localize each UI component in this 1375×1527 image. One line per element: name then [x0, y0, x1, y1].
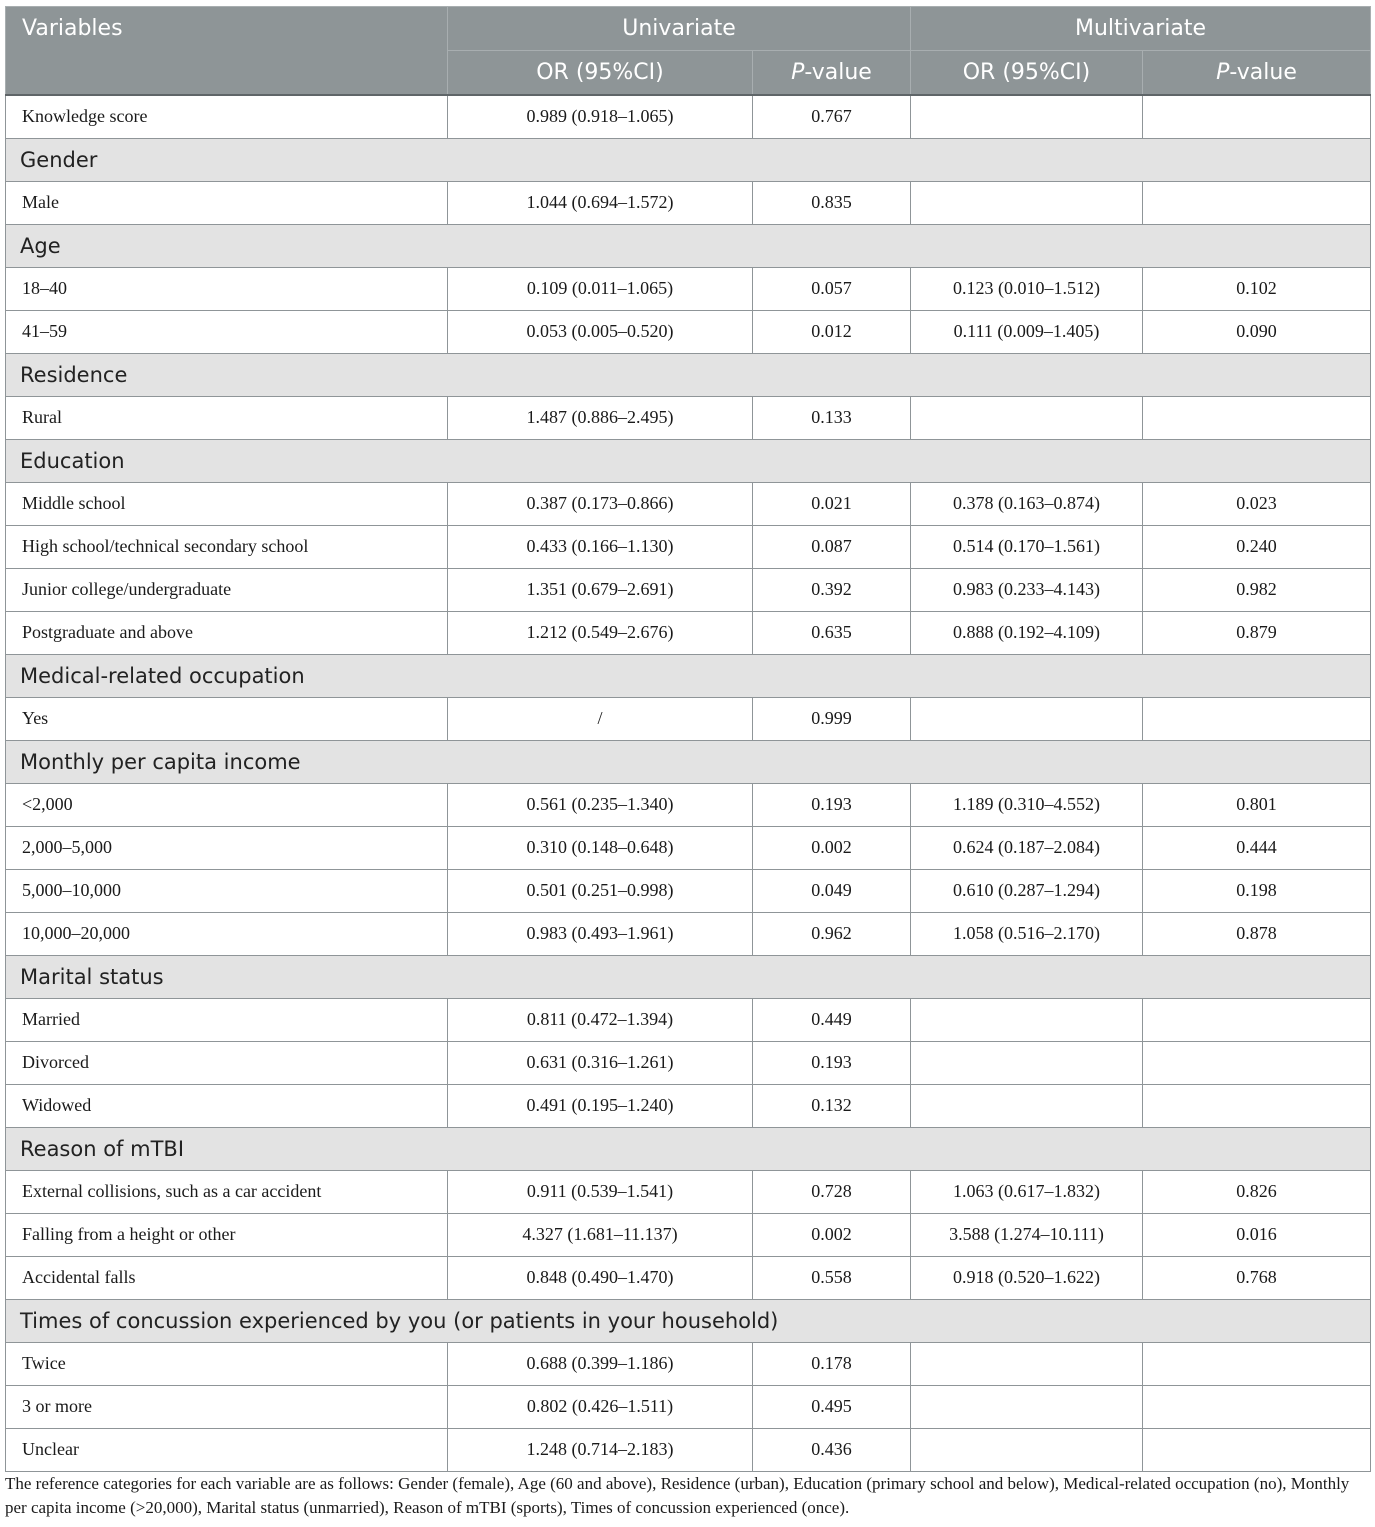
table-row — [6, 181, 1371, 224]
p-suffix: -value — [1229, 60, 1297, 85]
univariate-or-cell: 1.212 (0.549–2.676) — [448, 611, 753, 654]
table-row — [6, 783, 1371, 826]
multivariate-or-cell: 0.378 (0.163–0.874) — [911, 482, 1143, 525]
multivariate-p-cell: 0.878 — [1143, 912, 1371, 955]
row-label: Yes — [6, 697, 448, 740]
group-row — [6, 224, 1371, 267]
group-label: Times of concussion experienced by you (or patients in your household) — [6, 1299, 1371, 1342]
multivariate-or-cell: 0.624 (0.187–2.084) — [911, 826, 1143, 869]
multivariate-or-cell: 0.111 (0.009–1.405) — [911, 310, 1143, 353]
univariate-p-cell: 0.178 — [753, 1342, 911, 1385]
table-row — [6, 912, 1371, 955]
multivariate-or-cell — [911, 1084, 1143, 1127]
multivariate-p-cell: 0.768 — [1143, 1256, 1371, 1299]
univariate-p-cell: 0.495 — [753, 1385, 911, 1428]
univariate-or-cell: 0.911 (0.539–1.541) — [448, 1170, 753, 1213]
univariate-p-cell: 0.002 — [753, 826, 911, 869]
row-label: Unclear — [6, 1428, 448, 1471]
multivariate-or-cell — [911, 396, 1143, 439]
table-row — [6, 482, 1371, 525]
multivariate-or-cell — [911, 95, 1143, 138]
univariate-p-cell: 0.728 — [753, 1170, 911, 1213]
univariate-or-cell: 0.688 (0.399–1.186) — [448, 1342, 753, 1385]
row-label: Twice — [6, 1342, 448, 1385]
row-label: Widowed — [6, 1084, 448, 1127]
univariate-p-cell: 0.392 — [753, 568, 911, 611]
header-multivariate-p — [1143, 51, 1371, 96]
row-label: Falling from a height or other — [6, 1213, 448, 1256]
row-label: <2,000 — [6, 783, 448, 826]
group-row — [6, 1299, 1371, 1342]
header-multivariate: Multivariate — [911, 7, 1371, 51]
group-row — [6, 353, 1371, 396]
univariate-p-cell: 0.193 — [753, 1041, 911, 1084]
header-univariate-p — [753, 51, 911, 96]
multivariate-p-cell: 0.801 — [1143, 783, 1371, 826]
group-row — [6, 740, 1371, 783]
group-label: Residence — [6, 353, 1371, 396]
univariate-or-cell: 0.631 (0.316–1.261) — [448, 1041, 753, 1084]
univariate-or-cell: 0.053 (0.005–0.520) — [448, 310, 753, 353]
table-body — [6, 95, 1371, 1471]
univariate-or-cell: 0.989 (0.918–1.065) — [448, 95, 753, 138]
univariate-or-cell: 1.044 (0.694–1.572) — [448, 181, 753, 224]
row-label: Rural — [6, 396, 448, 439]
univariate-p-cell: 0.193 — [753, 783, 911, 826]
group-row — [6, 955, 1371, 998]
multivariate-p-cell: 0.240 — [1143, 525, 1371, 568]
row-label: Married — [6, 998, 448, 1041]
multivariate-p-cell — [1143, 181, 1371, 224]
univariate-or-cell: 0.811 (0.472–1.394) — [448, 998, 753, 1041]
table-row — [6, 267, 1371, 310]
univariate-p-cell: 0.049 — [753, 869, 911, 912]
multivariate-p-cell — [1143, 95, 1371, 138]
multivariate-p-cell: 0.198 — [1143, 869, 1371, 912]
univariate-or-cell: / — [448, 697, 753, 740]
univariate-or-cell: 0.561 (0.235–1.340) — [448, 783, 753, 826]
multivariate-p-cell — [1143, 1342, 1371, 1385]
group-row — [6, 439, 1371, 482]
table-footnote: The reference categories for each variable are as follows: Gender (female), Age (60 and above), Residence (urban), Education (primary school and below), Medical-related occupation (no), Monthly per capita income (>20,000), Marital status (unmarried), Reason of mTBI (sports), Times of concussion experienced (once). — [5, 1474, 1350, 1517]
table-row — [6, 396, 1371, 439]
table-row — [6, 611, 1371, 654]
multivariate-or-cell: 0.123 (0.010–1.512) — [911, 267, 1143, 310]
group-row — [6, 138, 1371, 181]
multivariate-p-cell — [1143, 998, 1371, 1041]
multivariate-or-cell — [911, 1041, 1143, 1084]
multivariate-p-cell: 0.090 — [1143, 310, 1371, 353]
multivariate-p-cell — [1143, 697, 1371, 740]
univariate-p-cell: 0.835 — [753, 181, 911, 224]
multivariate-or-cell: 0.610 (0.287–1.294) — [911, 869, 1143, 912]
univariate-or-cell: 1.351 (0.679–2.691) — [448, 568, 753, 611]
regression-table — [5, 6, 1371, 1472]
table-row — [6, 998, 1371, 1041]
univariate-p-cell: 0.767 — [753, 95, 911, 138]
row-label: Knowledge score — [6, 95, 448, 138]
multivariate-or-cell — [911, 1342, 1143, 1385]
group-label: Reason of mTBI — [6, 1127, 1371, 1170]
multivariate-or-cell: 0.983 (0.233–4.143) — [911, 568, 1143, 611]
multivariate-p-cell — [1143, 1041, 1371, 1084]
multivariate-or-cell — [911, 1428, 1143, 1471]
table-row — [6, 1213, 1371, 1256]
multivariate-or-cell: 0.514 (0.170–1.561) — [911, 525, 1143, 568]
univariate-p-cell: 0.962 — [753, 912, 911, 955]
group-label: Medical-related occupation — [6, 654, 1371, 697]
univariate-or-cell: 0.109 (0.011–1.065) — [448, 267, 753, 310]
row-label: High school/technical secondary school — [6, 525, 448, 568]
univariate-p-cell: 0.021 — [753, 482, 911, 525]
univariate-or-cell: 0.433 (0.166–1.130) — [448, 525, 753, 568]
table-row — [6, 869, 1371, 912]
table-row — [6, 1084, 1371, 1127]
multivariate-p-cell: 0.879 — [1143, 611, 1371, 654]
p-letter: P — [1216, 60, 1230, 85]
multivariate-or-cell: 3.588 (1.274–10.111) — [911, 1213, 1143, 1256]
row-label: 41–59 — [6, 310, 448, 353]
multivariate-p-cell: 0.102 — [1143, 267, 1371, 310]
header-multivariate-or: OR (95%CI) — [911, 51, 1143, 96]
univariate-or-cell: 0.802 (0.426–1.511) — [448, 1385, 753, 1428]
univariate-p-cell: 0.057 — [753, 267, 911, 310]
table-row — [6, 1342, 1371, 1385]
group-label: Education — [6, 439, 1371, 482]
univariate-p-cell: 0.999 — [753, 697, 911, 740]
table-row — [6, 1428, 1371, 1471]
univariate-p-cell: 0.087 — [753, 525, 911, 568]
row-label: Middle school — [6, 482, 448, 525]
multivariate-or-cell — [911, 1385, 1143, 1428]
row-label: 3 or more — [6, 1385, 448, 1428]
group-label: Marital status — [6, 955, 1371, 998]
header-univariate-or: OR (95%CI) — [448, 51, 753, 96]
univariate-or-cell: 0.983 (0.493–1.961) — [448, 912, 753, 955]
univariate-p-cell: 0.436 — [753, 1428, 911, 1471]
multivariate-p-cell: 0.982 — [1143, 568, 1371, 611]
multivariate-p-cell: 0.826 — [1143, 1170, 1371, 1213]
row-label: Junior college/undergraduate — [6, 568, 448, 611]
multivariate-p-cell: 0.023 — [1143, 482, 1371, 525]
row-label: External collisions, such as a car accident — [6, 1170, 448, 1213]
table-row — [6, 525, 1371, 568]
row-label: 18–40 — [6, 267, 448, 310]
table-row — [6, 310, 1371, 353]
table-row — [6, 1170, 1371, 1213]
table-row — [6, 1041, 1371, 1084]
row-label: 10,000–20,000 — [6, 912, 448, 955]
p-letter: P — [791, 60, 805, 85]
multivariate-p-cell — [1143, 396, 1371, 439]
univariate-p-cell: 0.558 — [753, 1256, 911, 1299]
header-univariate: Univariate — [448, 7, 911, 51]
multivariate-or-cell: 1.063 (0.617–1.832) — [911, 1170, 1143, 1213]
p-suffix: -value — [804, 60, 872, 85]
multivariate-p-cell — [1143, 1428, 1371, 1471]
header-variables: Variables — [6, 7, 448, 96]
multivariate-or-cell: 0.888 (0.192–4.109) — [911, 611, 1143, 654]
multivariate-p-cell: 0.444 — [1143, 826, 1371, 869]
multivariate-or-cell — [911, 697, 1143, 740]
univariate-or-cell: 1.487 (0.886–2.495) — [448, 396, 753, 439]
multivariate-p-cell — [1143, 1084, 1371, 1127]
univariate-p-cell: 0.012 — [753, 310, 911, 353]
row-label: Divorced — [6, 1041, 448, 1084]
univariate-p-cell: 0.449 — [753, 998, 911, 1041]
univariate-or-cell: 0.848 (0.490–1.470) — [448, 1256, 753, 1299]
row-label: Male — [6, 181, 448, 224]
table-row — [6, 1256, 1371, 1299]
table-header — [6, 7, 1371, 96]
univariate-or-cell: 1.248 (0.714–2.183) — [448, 1428, 753, 1471]
univariate-or-cell: 0.310 (0.148–0.648) — [448, 826, 753, 869]
group-row — [6, 654, 1371, 697]
group-label: Gender — [6, 138, 1371, 181]
multivariate-or-cell: 0.918 (0.520–1.622) — [911, 1256, 1143, 1299]
table-row — [6, 568, 1371, 611]
group-label: Monthly per capita income — [6, 740, 1371, 783]
univariate-or-cell: 0.387 (0.173–0.866) — [448, 482, 753, 525]
group-label: Age — [6, 224, 1371, 267]
univariate-p-cell: 0.002 — [753, 1213, 911, 1256]
multivariate-p-cell — [1143, 1385, 1371, 1428]
univariate-or-cell: 0.501 (0.251–0.998) — [448, 869, 753, 912]
row-label: Postgraduate and above — [6, 611, 448, 654]
multivariate-or-cell — [911, 998, 1143, 1041]
multivariate-or-cell — [911, 181, 1143, 224]
table-row — [6, 95, 1371, 138]
univariate-p-cell: 0.635 — [753, 611, 911, 654]
univariate-p-cell: 0.133 — [753, 396, 911, 439]
table-row — [6, 1385, 1371, 1428]
table-row — [6, 697, 1371, 740]
table-row — [6, 826, 1371, 869]
group-row — [6, 1127, 1371, 1170]
row-label: Accidental falls — [6, 1256, 448, 1299]
multivariate-or-cell: 1.058 (0.516–2.170) — [911, 912, 1143, 955]
univariate-p-cell: 0.132 — [753, 1084, 911, 1127]
multivariate-p-cell: 0.016 — [1143, 1213, 1371, 1256]
row-label: 5,000–10,000 — [6, 869, 448, 912]
univariate-or-cell: 4.327 (1.681–11.137) — [448, 1213, 753, 1256]
multivariate-or-cell: 1.189 (0.310–4.552) — [911, 783, 1143, 826]
row-label: 2,000–5,000 — [6, 826, 448, 869]
univariate-or-cell: 0.491 (0.195–1.240) — [448, 1084, 753, 1127]
